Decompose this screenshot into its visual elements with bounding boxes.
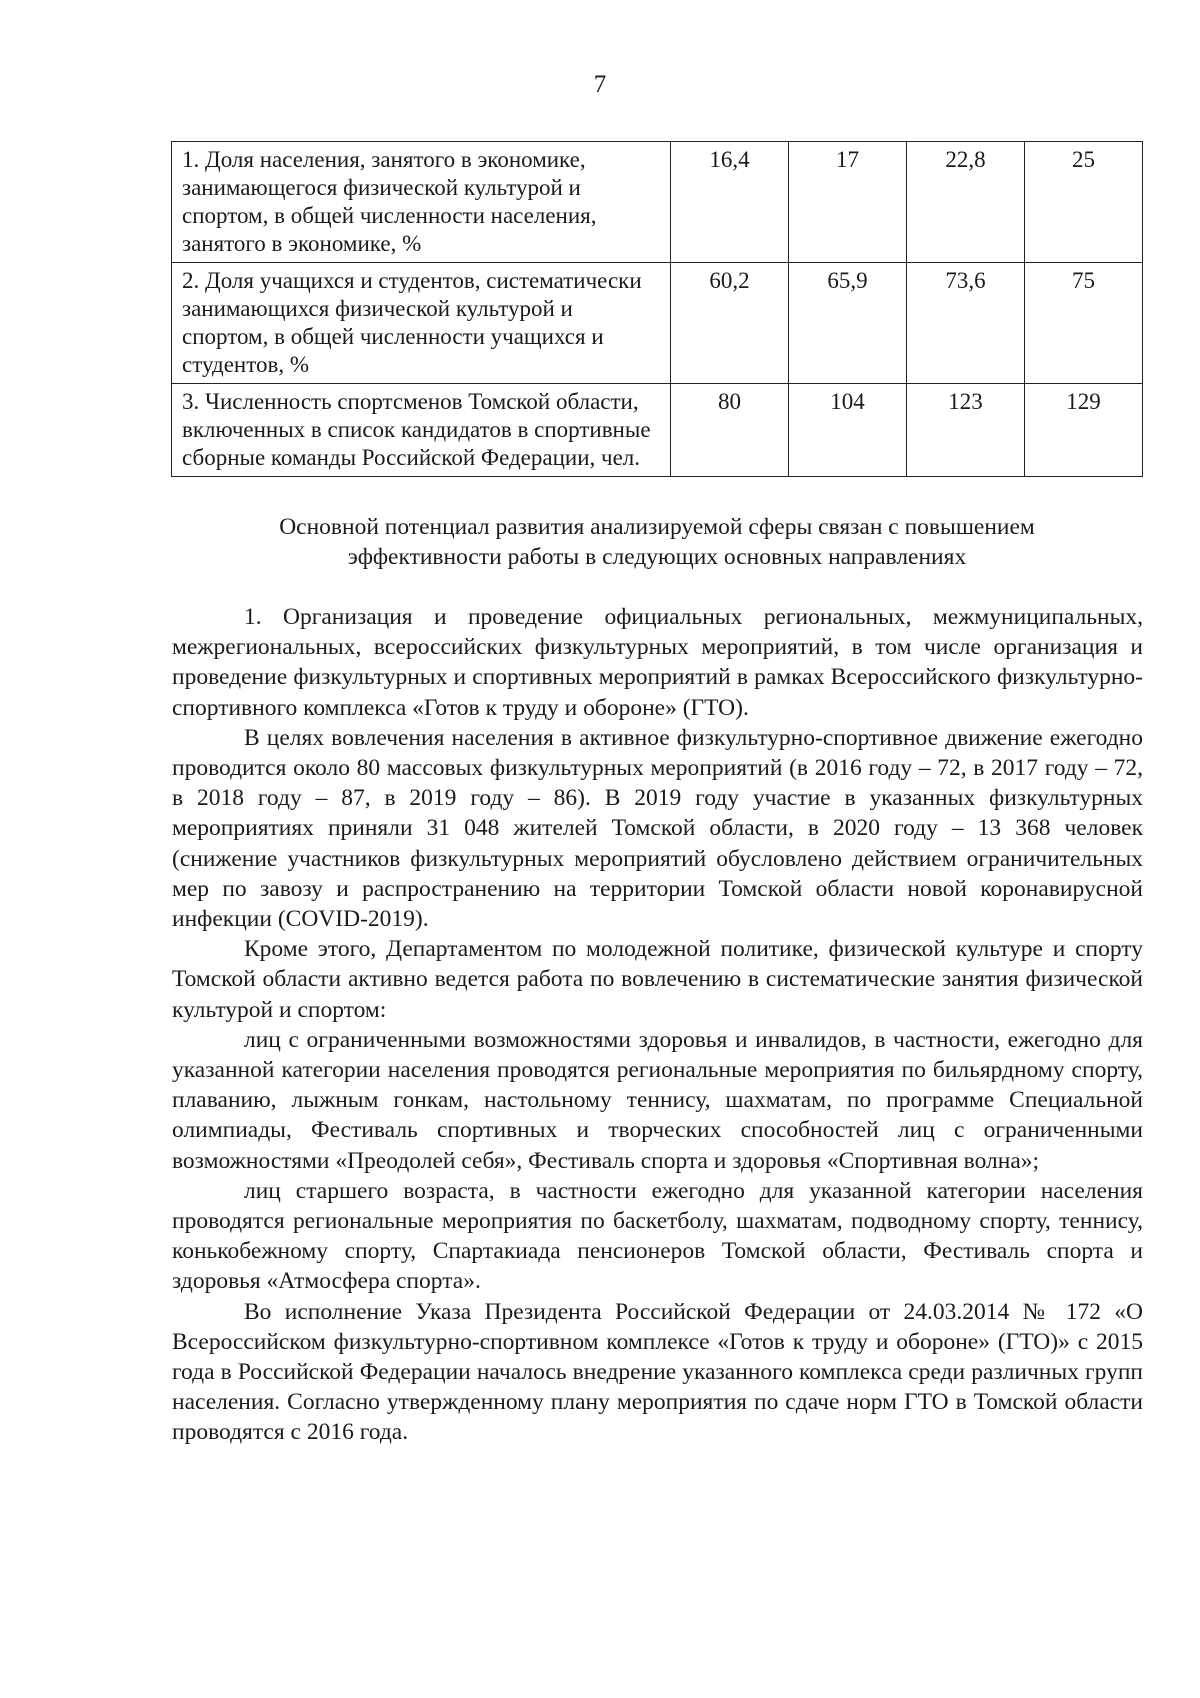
indicator-value: 65,9: [789, 263, 907, 384]
paragraph: Во исполнение Указа Президента Российской Федерации от 24.03.2014 № 172 «О Всероссийском физкультурно-спортивном комплексе «Готов к труду и обороне» (ГТО)» с 2015 года в Российской Федерации началось внедрение указанного комплекса среди различных групп населения. Согласно утвержденному плану мероприятия по сдаче норм ГТО в Томской области проводятся с 2016 года.: [172, 1298, 1143, 1446]
indicators-table: [171, 141, 1143, 477]
indicator-label: 2. Доля учащихся и студентов, систематически занимающихся физической культурой и спортом, в общей численности учащихся и студентов, %: [172, 263, 671, 384]
indicator-value: 123: [907, 384, 1025, 477]
indicator-value: 25: [1025, 142, 1143, 263]
indicator-value: 17: [789, 142, 907, 263]
indicator-label: 3. Численность спортсменов Томской области, включенных в список кандидатов в спортивные сборные команды Российской Федерации, чел.: [172, 384, 671, 477]
section-heading: [171, 512, 1143, 572]
indicator-label: 1. Доля населения, занятого в экономике, занимающегося физической культурой и спортом, в общей численности населения, занятого в экономике, %: [172, 142, 671, 263]
section-heading-line: Основной потенциал развития анализируемой сферы связан с повышением: [279, 514, 1035, 540]
indicator-value: 73,6: [907, 263, 1025, 384]
section-heading-line: эффективности работы в следующих основных направлениях: [347, 544, 967, 570]
paragraph: лиц старшего возраста, в частности ежегодно для указанной категории населения проводятся региональные мероприятия по баскетболу, шахматам, подводному спорту, теннису, конькобежному спорту, Спартакиада пенсионеров Томской области, Фестиваль спорта и здоровья «Атмосфера спорта».: [172, 1177, 1143, 1295]
page-number: 7: [593, 71, 607, 98]
paragraph: лиц с ограниченными возможностями здоровья и инвалидов, в частности, ежегодно для указанной категории населения проводятся региональные мероприятия по бильярдному спорту, плаванию, лыжным гонкам, настольному теннису, шахматам, по программе Специальной олимпиады, Фестиваль спортивных и творческих способностей лиц с ограниченными возможностями «Преодолей себя», Фестиваль спорта и здоровья «Спортивная волна»;: [172, 1026, 1143, 1174]
indicator-value: 129: [1025, 384, 1143, 477]
paragraph: В целях вовлечения населения в активное физкультурно-спортивное движение ежегодно проводится около 80 массовых физкультурных мероприятий (в 2016 году – 72, в 2017 году – 72, в 2018 году – 87, в 2019 году – 86). В 2019 году участие в указанных физкультурных мероприятиях приняли 31 048 жителей Томской области, в 2020 году – 13 368 человек (снижение участников физкультурных мероприятий обусловлено действием ограничительных мер по завозу и распространению на территории Томской области новой коронавирусной инфекции (COVID-2019).: [172, 724, 1143, 933]
indicator-value: 16,4: [671, 142, 789, 263]
indicator-value: 22,8: [907, 142, 1025, 263]
body-text: [172, 602, 1143, 1448]
table-row: [172, 142, 1143, 263]
indicator-value: 80: [671, 384, 789, 477]
table-row: [172, 263, 1143, 384]
paragraph: Кроме этого, Департаментом по молодежной политике, физической культуре и спорту Томской области активно ведется работа по вовлечению в систематические занятия физической культурой и спортом:: [172, 936, 1143, 1023]
table-row: [172, 384, 1143, 477]
paragraph: 1. Организация и проведение официальных региональных, межмуниципальных, межрегиональных, всероссийских физкультурных мероприятий, в том числе организация и проведение физкультурных и спортивных мероприятий в рамках Всероссийского физкультурно-спортивного комплекса «Готов к труду и обороне» (ГТО).: [172, 604, 1143, 721]
indicator-value: 60,2: [671, 263, 789, 384]
indicator-value: 75: [1025, 263, 1143, 384]
indicator-value: 104: [789, 384, 907, 477]
